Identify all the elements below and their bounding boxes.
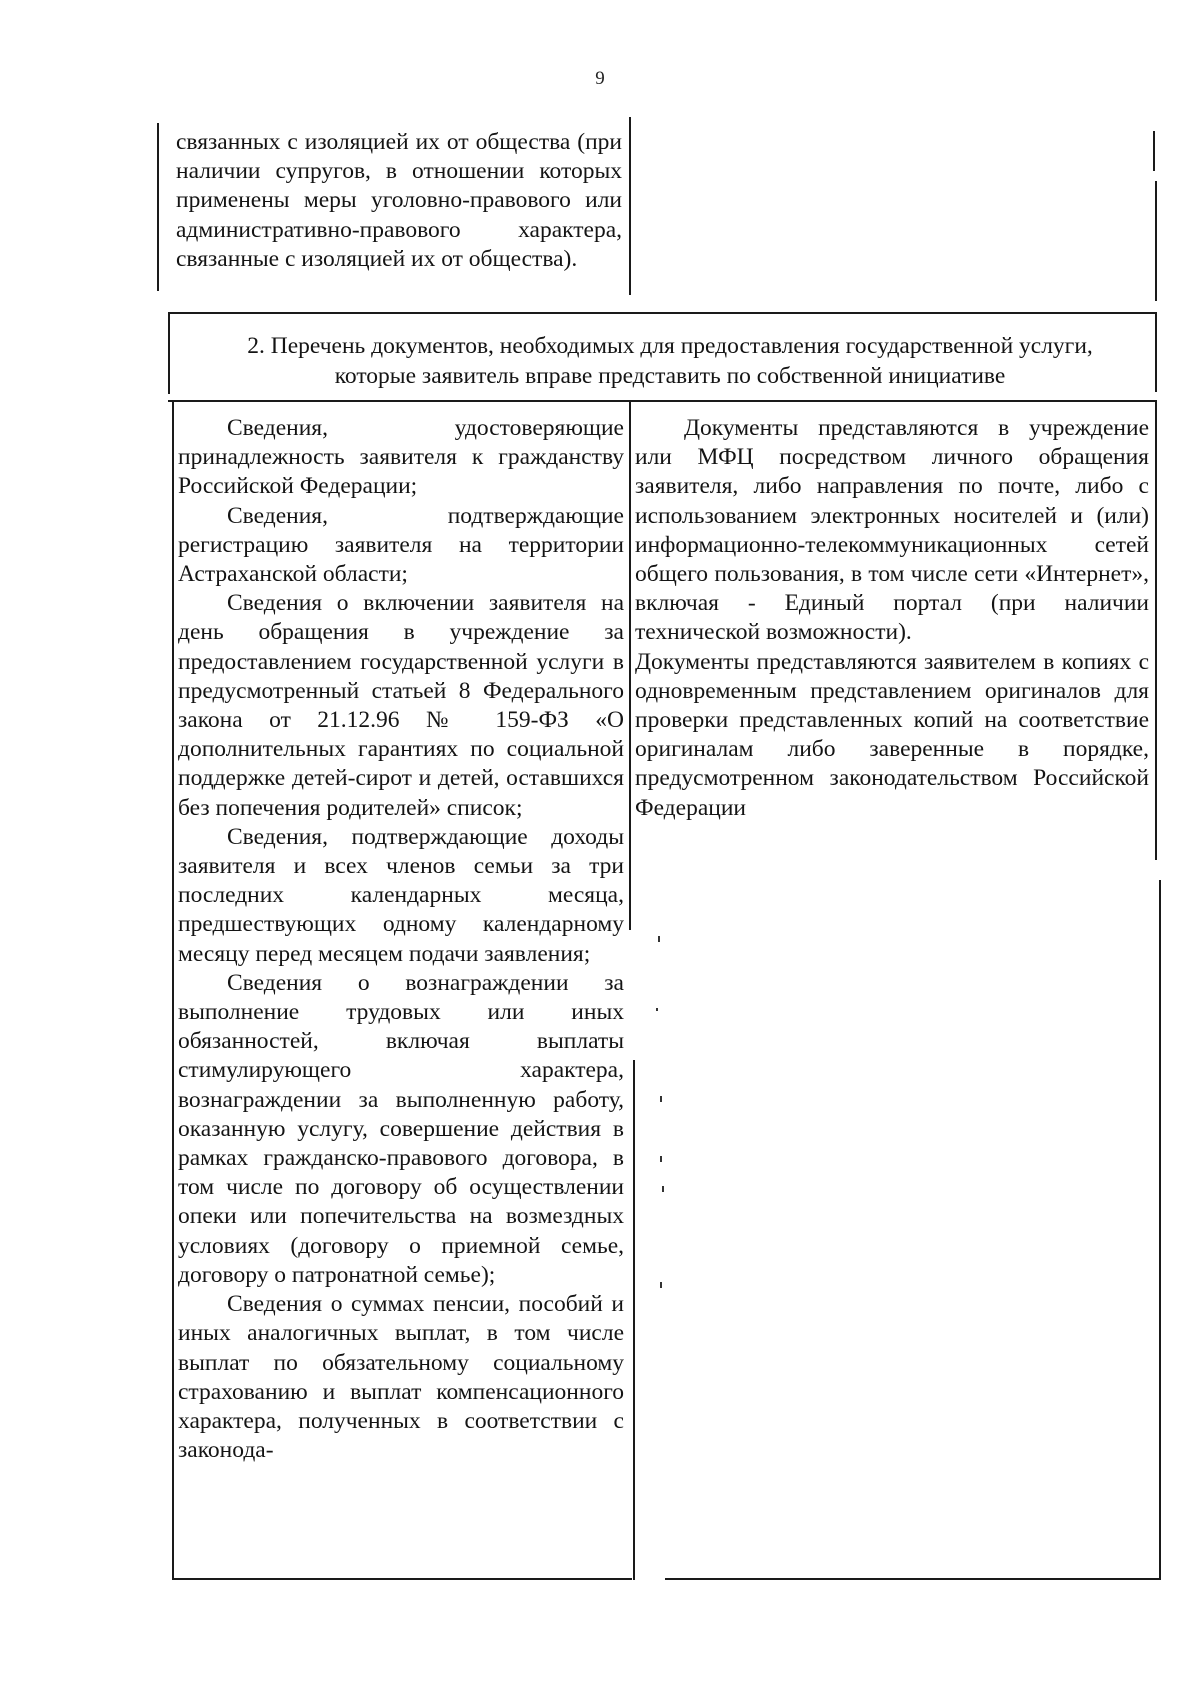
left-column-cell bbox=[178, 414, 624, 1465]
top-row-middle-border bbox=[629, 117, 631, 295]
left-paragraph: Сведения, подтверждающие регистрацию заявителя на территории Астраханской области; bbox=[178, 502, 624, 588]
section-title-line-2: которые заявитель вправе представить по собственной инициативе bbox=[334, 363, 1006, 389]
main-right-border-lower bbox=[1159, 880, 1161, 1580]
scan-mark bbox=[660, 1282, 662, 1288]
left-paragraph: Сведения, подтверждающие доходы заявителя и всех членов семьи за три последних календарных месяца, предшествующих одному календарному месяцу перед месяцем подачи заявления; bbox=[178, 823, 624, 967]
main-middle-border bbox=[629, 400, 631, 930]
scan-mark bbox=[656, 1008, 658, 1011]
left-paragraph: Сведения о вознаграждении за выполнение трудовых или иных обязанностей, включая выплаты стимулирующего характера, вознаграждении за выполненную работу, оказанную услугу, совершение действия в рамках гражданско-правового договора, в том числе по договору об осуществлении опеки или попечительства на возмездных условиях (договору о приемной семье, договору о патронатной семье); bbox=[178, 969, 624, 1288]
top-row-left-cell bbox=[176, 128, 622, 274]
main-bottom-border-right bbox=[665, 1578, 1160, 1580]
main-bottom-border-left bbox=[172, 1578, 632, 1580]
main-left-border bbox=[172, 402, 174, 1578]
top-row-left-text: связанных с изоляцией их от общества (при наличии супругов, в отношении которых применены меры уголовно-правового или административно-правового характера, связанные с изоляцией их от общества). bbox=[176, 129, 622, 272]
section-title-line-1: 2. Перечень документов, необходимых для предоставления государственной услуги, bbox=[247, 333, 1093, 359]
section-top-border bbox=[168, 312, 1156, 314]
right-paragraph: Документы представляются в учреждение или МФЦ посредством личного обращения заявителя, либо направления по почте, либо с использованием электронных носителей и (или) информационно-телекоммуникационных сетей общего пользования, в том числе сети «Интернет», включая - Единый портал (при наличии технической возможности). bbox=[635, 415, 1149, 646]
top-row-right-border bbox=[1153, 131, 1155, 171]
top-row-right-border-lower bbox=[1155, 181, 1157, 301]
left-paragraph: Сведения, удостоверяющие принадлежность заявителя к гражданству Российской Федерации; bbox=[178, 415, 624, 500]
section-title bbox=[170, 331, 1170, 391]
left-paragraph: Сведения о включении заявителя на день обращения в учреждение за предоставлением государственной услуги в предусмотренный статьей 8 Федерального закона от 21.12.96 № 159-ФЗ «О дополнительных гарантиях по социальной поддержке детей-сирот и детей, оставшихся без попечения родителей» список; bbox=[178, 590, 624, 821]
right-column-cell bbox=[635, 414, 1149, 823]
scan-mark bbox=[662, 1186, 664, 1192]
main-right-border bbox=[1155, 400, 1157, 860]
main-middle-border-lower bbox=[633, 1060, 635, 1580]
scan-mark bbox=[660, 1156, 662, 1162]
left-paragraph: Сведения о суммах пенсии, пособий и иных аналогичных выплат, в том числе выплат по обязательному социальному страхованию и выплат компенсационного характера, полученных в соответствии с законода- bbox=[178, 1291, 624, 1464]
page-number: 9 bbox=[595, 68, 605, 89]
section-bottom-border bbox=[168, 400, 1156, 402]
scan-mark bbox=[660, 1096, 662, 1102]
top-row-left-border bbox=[157, 123, 159, 291]
right-paragraph: Документы представляются заявителем в копиях с одновременным представлением оригиналов для проверки представленных копий на соответствие оригиналам либо заверенные в порядке, предусмотренном законодательством Российской Федерации bbox=[635, 648, 1149, 821]
scan-mark bbox=[658, 936, 660, 942]
